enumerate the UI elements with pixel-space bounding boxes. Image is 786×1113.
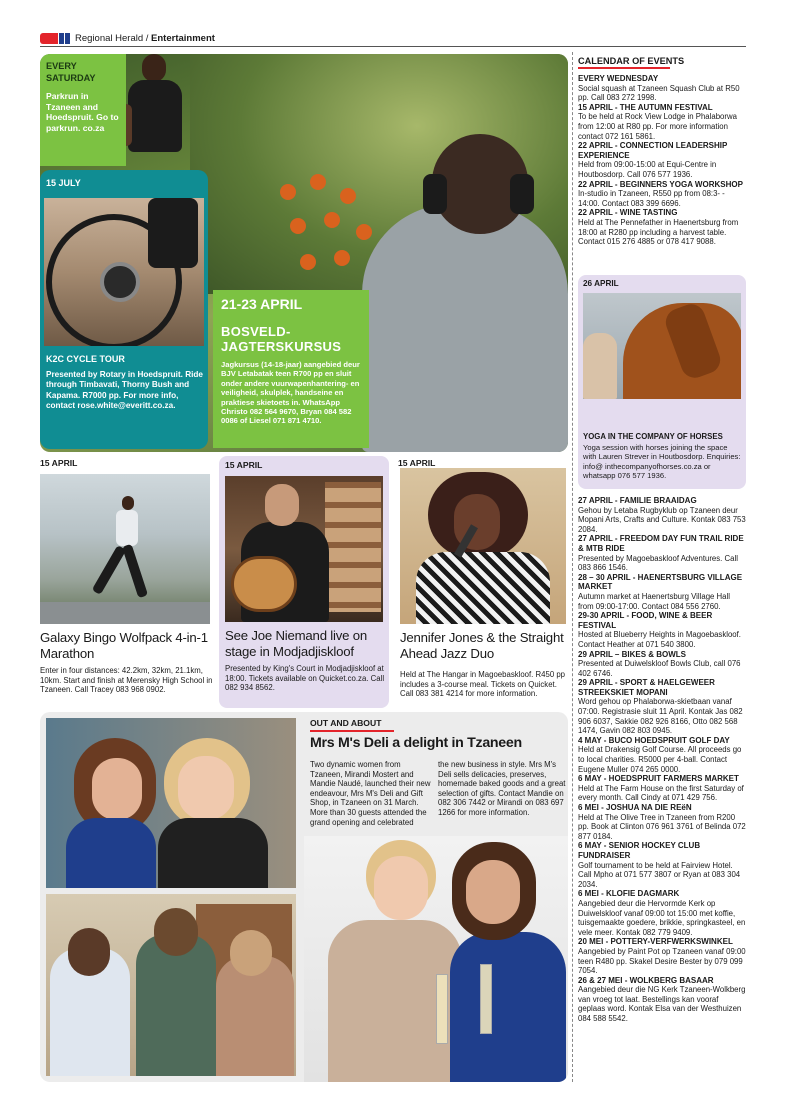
horse-yoga-date: 26 APRIL [583, 279, 619, 288]
event-title: EVERY WEDNESDAY [578, 74, 659, 83]
event-text: Held at The Hangar in Magoebaskloof. R450 pp includes a 3-course meal. Tickets on Quicket. Call 083 381 4214 for more information. [400, 670, 565, 699]
calendar-of-events [578, 56, 746, 247]
event-description: Presented by Magoebaskloof Adventures. Call 083 866 1546. [578, 553, 738, 573]
k2c-date: 15 JULY [46, 178, 81, 188]
event-description: Aangebied by Paint Pot op Tzaneen vanaf 09:00 teen R480 pp. Skakel Desire Bester by 079 099 7054. [578, 946, 746, 976]
event-title: See Joe Niemand live on stage in Modjadjiskloof [225, 628, 368, 659]
event-date: 15 APRIL [225, 460, 263, 470]
horse-yoga-text: Yoga session with horses joining the space with Lauren Strever in Houtbosdorp. Enquiries: info@ inthecompanyofhorses.co.za or whatsapp 076 577 1936. [583, 443, 741, 481]
article-headline: Mrs M's Deli a delight in Tzaneen [310, 735, 522, 751]
k2c-cycle-box [40, 170, 208, 449]
event-description: Presented at Duiwelskloof Bowls Club, call 076 402 6746. [578, 659, 741, 678]
event-text: Presented by King's Court in Modjadjiskloof at 18:00. Tickets available on Quicket.co.za. Call 082 934 8562. [225, 664, 385, 693]
two-women-photo [46, 718, 296, 888]
event-description: Hosted at Blueberry Heights in Magoebaskloof. Contact Heather at 071 540 3800. [578, 630, 741, 649]
event-title: 22 APRIL - WINE TASTING [578, 208, 678, 218]
calendar-list-top [578, 74, 746, 247]
article-column: Two dynamic women from Tzaneen, Mirandi Mostert and Mandie Naudé, launched their new endeavour, Mrs M's Deli and Gift Shop, in Tzaneen on 31 March. More than 30 guests attended the grand opening and celebrated [310, 760, 431, 827]
bosveld-title: BOSVELD-JAGTERSKURSUS [221, 324, 342, 354]
event-title: 6 MEI - KLOFIE DAGMARK [578, 889, 680, 899]
cyclist-photo [44, 198, 204, 346]
shooter-figure [362, 204, 568, 452]
horse-yoga-box [578, 275, 746, 489]
event-description: Gehou by Letaba Rugbyklub op Tzaneen deur Mopani Arts, Crafts and Culture. Kontak 083 753 2084. [578, 505, 746, 534]
event-title: Jennifer Jones & the Straight Ahead Jazz Duo [400, 630, 564, 661]
article-kicker: OUT AND ABOUT [310, 718, 382, 728]
event-card [40, 456, 212, 714]
owners-toast-photo [304, 836, 568, 1082]
event-title: 29-30 APRIL - FOOD, WINE & BEER FESTIVAL [578, 611, 713, 630]
event-description: Golf tournament to be held at Fairview Hotel. Call Mpho at 071 577 3807 or Ryan at 083 304 2034. [578, 860, 741, 889]
calendar-list-bottom [578, 496, 746, 1024]
event-title: 28 – 30 APRIL - HAENERTSBURG VILLAGE MARKET [578, 572, 743, 592]
page-header [40, 31, 746, 45]
event-description: Aangebied deur die Hervormde Kerk op Duiwelskloof vanaf 09:00 tot 15:00 met koffie, tuisgemaakte goedere, brikkie, springkasteel, en vele meer. Kontak 082 779 9409. [578, 898, 746, 937]
article-column: the new business in style. Mrs M's Deli sells delicacies, preserves, homemade baked goods and a great selection of gifts. Contact Mandie on 082 306 7442 or Mirandi on 083 697 1266 for more information. [438, 760, 566, 817]
event-title: 29 APRIL - SPORT & HAELGEWEER STREEKSKIET MOPANI [578, 678, 715, 697]
event-description: Held at The Olive Tree in Tzaneen from R200 pp. Book at Clinton 076 961 3761 of Belinda 072 877 0184. [578, 812, 746, 841]
event-title: 15 APRIL - THE AUTUMN FESTIVAL [578, 102, 713, 112]
runner-photo [40, 474, 210, 624]
bosveld-date: 21-23 APRIL [221, 296, 303, 312]
publication-logo-bar [65, 33, 70, 44]
event-description: Held at The Farm House on the first Saturday of every month. Call Cindy at 071 429 756. [578, 783, 744, 803]
event-description: To be held at Rock View Lodge in Phalaborwa from 12:00 at R80 pp. For more information contact 072 161 5861. [578, 112, 737, 141]
bosveld-text: Jagkursus (14-18-jaar) aangebied deur BJV Letabatak teen R700 pp en sluit onder andere vuurwapenhantering- en veiligheid, skulplek, handseine en praktiese skietoets in. WhatsApp Christo 082 564 9670, Bryan 084 582 0086 of Liesel 071 871 4710. [221, 360, 360, 426]
event-description: Aangebied deur die NG Kerk Tzaneen-Wolkberg van vroeg tot laat. Bestellings kan vooraf geplaas word. Kontak Elsa van der Westhuizen 084 588 5542. [578, 985, 746, 1024]
section-label: Regional Herald / Entertainment [75, 33, 215, 44]
publication-logo-bar [59, 33, 64, 44]
horse-photo [583, 293, 741, 399]
event-title: 22 APRIL - CONNECTION LEADERSHIP EXPERIENCE [578, 141, 728, 160]
deli-article [310, 718, 566, 827]
parkrun-when: EVERY SATURDAY [46, 61, 96, 83]
event-title: 27 APRIL - FAMILIE BRAAIDAG [578, 496, 697, 505]
event-title: 29 APRIL – BIKES & BOWLS [578, 649, 687, 659]
event-text: Enter in four distances: 42.2km, 32km, 21.1km, 10km. Start and finish at Merensky High School in Tzaneen. Call Tracey 083 968 0902. [40, 666, 213, 695]
guitarist-photo [225, 476, 383, 622]
column-divider [572, 52, 573, 1082]
heading-underline [578, 67, 670, 69]
event-description: Word gehou op Phalaborwa-skietbaan vanaf 07:00. Registrasie sluit 11 April. Kontak Jas 082 906 6037, Sakkie 082 926 8166, Otto 082 568 1474, Gavin 082 803 0945. [578, 697, 743, 736]
event-card [219, 456, 389, 708]
ear-protection [423, 174, 447, 214]
event-title: 4 MAY - BUCO HOEDSPRUIT GOLF DAY [578, 735, 730, 745]
event-description: Held at Drakensig Golf Course. All proceeds go to local charities. R5000 per 4-ball. Contact Eugene Muller 074 265 0000. [578, 745, 742, 774]
event-date: 15 APRIL [398, 458, 436, 468]
group-photo [46, 894, 296, 1076]
event-description: In-studio in Tzaneen, R550 pp from 08:3- - 14:00. Contact 083 399 6696. [578, 189, 725, 208]
event-card [398, 456, 570, 714]
event-title: Galaxy Bingo Wolfpack 4-in-1 Marathon [40, 630, 208, 661]
ear-protection [510, 174, 534, 214]
kicker-underline [310, 730, 394, 732]
event-date: 15 APRIL [40, 458, 78, 468]
event-title: 27 APRIL - FREEDOM DAY FUN TRAIL RIDE & MTB RIDE [578, 534, 744, 553]
event-description: Autumn market at Haenertsburg Village Hall from 09:00-17:00. Contact 084 556 2760. [578, 591, 730, 611]
event-title: 26 & 27 MEI - WOLKBERG BASAAR [578, 975, 714, 985]
header-rule [40, 46, 746, 47]
publication-logo-mark [40, 33, 58, 44]
event-title: 6 MAY - SENIOR HOCKEY CLUB FUNDRAISER [578, 841, 701, 860]
event-title: 6 MAY - HOEDSPRUIT FARMERS MARKET [578, 774, 739, 784]
horse-yoga-title: YOGA IN THE COMPANY OF HORSES [583, 432, 723, 441]
k2c-title: K2C CYCLE TOUR [46, 354, 125, 364]
parkrun-box [40, 54, 126, 166]
k2c-text: Presented by Rotary in Hoedspruit. Ride through Timbavati, Thorny Bush and Kapama. R7000 pp. For more info, contact rose.white@everitt.co.za. [46, 370, 203, 410]
event-description: Social squash at Tzaneen Squash Club at R50 pp. Call 083 272 1998. [578, 83, 740, 103]
bosveld-box [213, 290, 369, 448]
event-title: 6 MEI - JOSHUA NA DIE REëN [578, 803, 692, 812]
calendar-heading: CALENDAR OF EVENTS [578, 56, 685, 66]
parkrun-text: Parkrun in Tzaneen and Hoedspruit. Go to parkrun. co.za [46, 91, 119, 133]
out-and-about-panel [40, 712, 568, 1082]
singer-photo [400, 468, 566, 624]
event-title: 22 APRIL - BEGINNERS YOGA WORKSHOP [578, 179, 743, 189]
event-description: Held at The Pennefather in Haenertsburg from 18:00 at R280 pp including a harvest table. Contact 015 276 4885 or 078 417 9088. [578, 217, 739, 247]
event-description: Held from 09:00-15:00 at Equi-Centre in Houtbosdorp. Call 076 577 1936. [578, 160, 717, 179]
event-title: 20 MEI - POTTERY-VERFWERKSWINKEL [578, 937, 733, 947]
